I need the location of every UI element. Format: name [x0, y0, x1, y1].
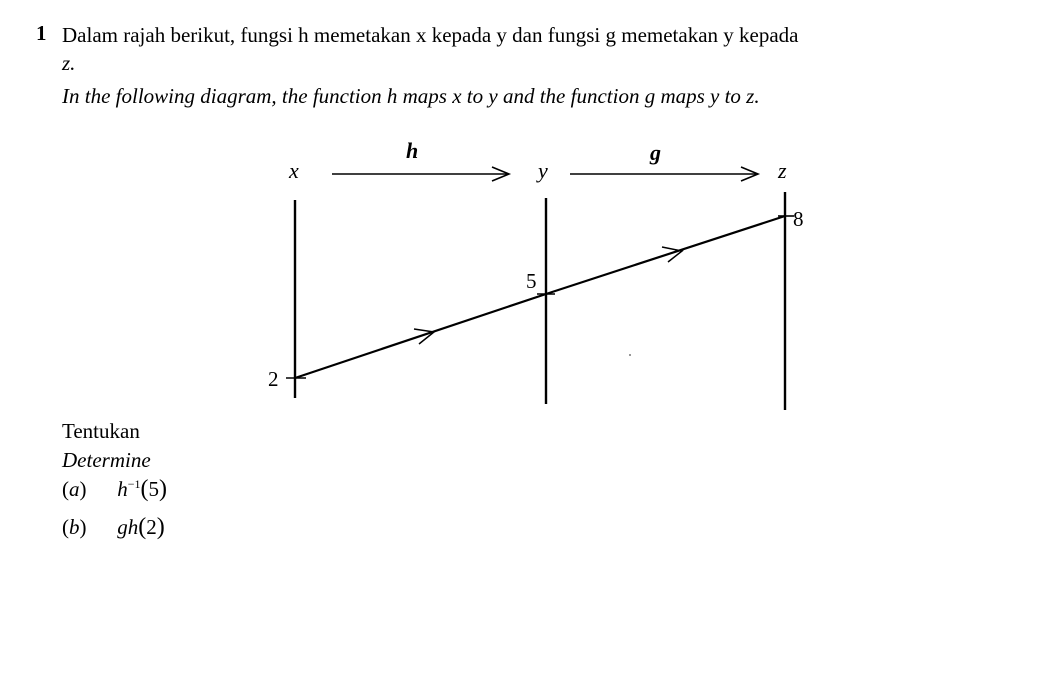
mapping-line-h — [295, 294, 546, 378]
arrow-g — [570, 167, 758, 181]
value-label-z: 8 — [793, 207, 804, 231]
part-b — [62, 514, 165, 541]
part-a-expression: $h^{-1}(5)$ — [117, 476, 168, 502]
diagram-label-g: g — [650, 140, 661, 165]
instruction-english: Determine — [62, 448, 151, 472]
part-b-label: (b) — [62, 515, 87, 539]
mapping-line-g — [546, 216, 785, 294]
diagram-label-z: z — [778, 158, 787, 183]
question-text-english: In the following diagram, the function h maps x to y and the function g maps y to z. — [62, 84, 760, 108]
part-b-expression: gh(2) — [117, 514, 165, 540]
instruction-malay: Tentukan — [62, 419, 140, 443]
question-text-malay-line2: z. — [62, 51, 76, 75]
diagram-label-x: x — [289, 158, 299, 183]
scan-speck — [629, 354, 631, 356]
diagram-label-h: h — [406, 138, 419, 163]
question-text-malay-line1: Dalam rajah berikut, fungsi h memetakan x kepada y dan fungsi g memetakan y kepada — [62, 23, 799, 47]
part-a — [62, 476, 167, 503]
part-a-label: (a) — [62, 477, 87, 501]
question-text-malay — [62, 21, 1037, 77]
value-label-x: 2 — [268, 367, 279, 391]
value-label-y: 5 — [526, 269, 537, 293]
mapping-diagram — [250, 130, 850, 415]
arrow-h — [332, 167, 509, 181]
diagram-label-y: y — [538, 158, 548, 183]
question-number: 1 — [36, 21, 47, 45]
